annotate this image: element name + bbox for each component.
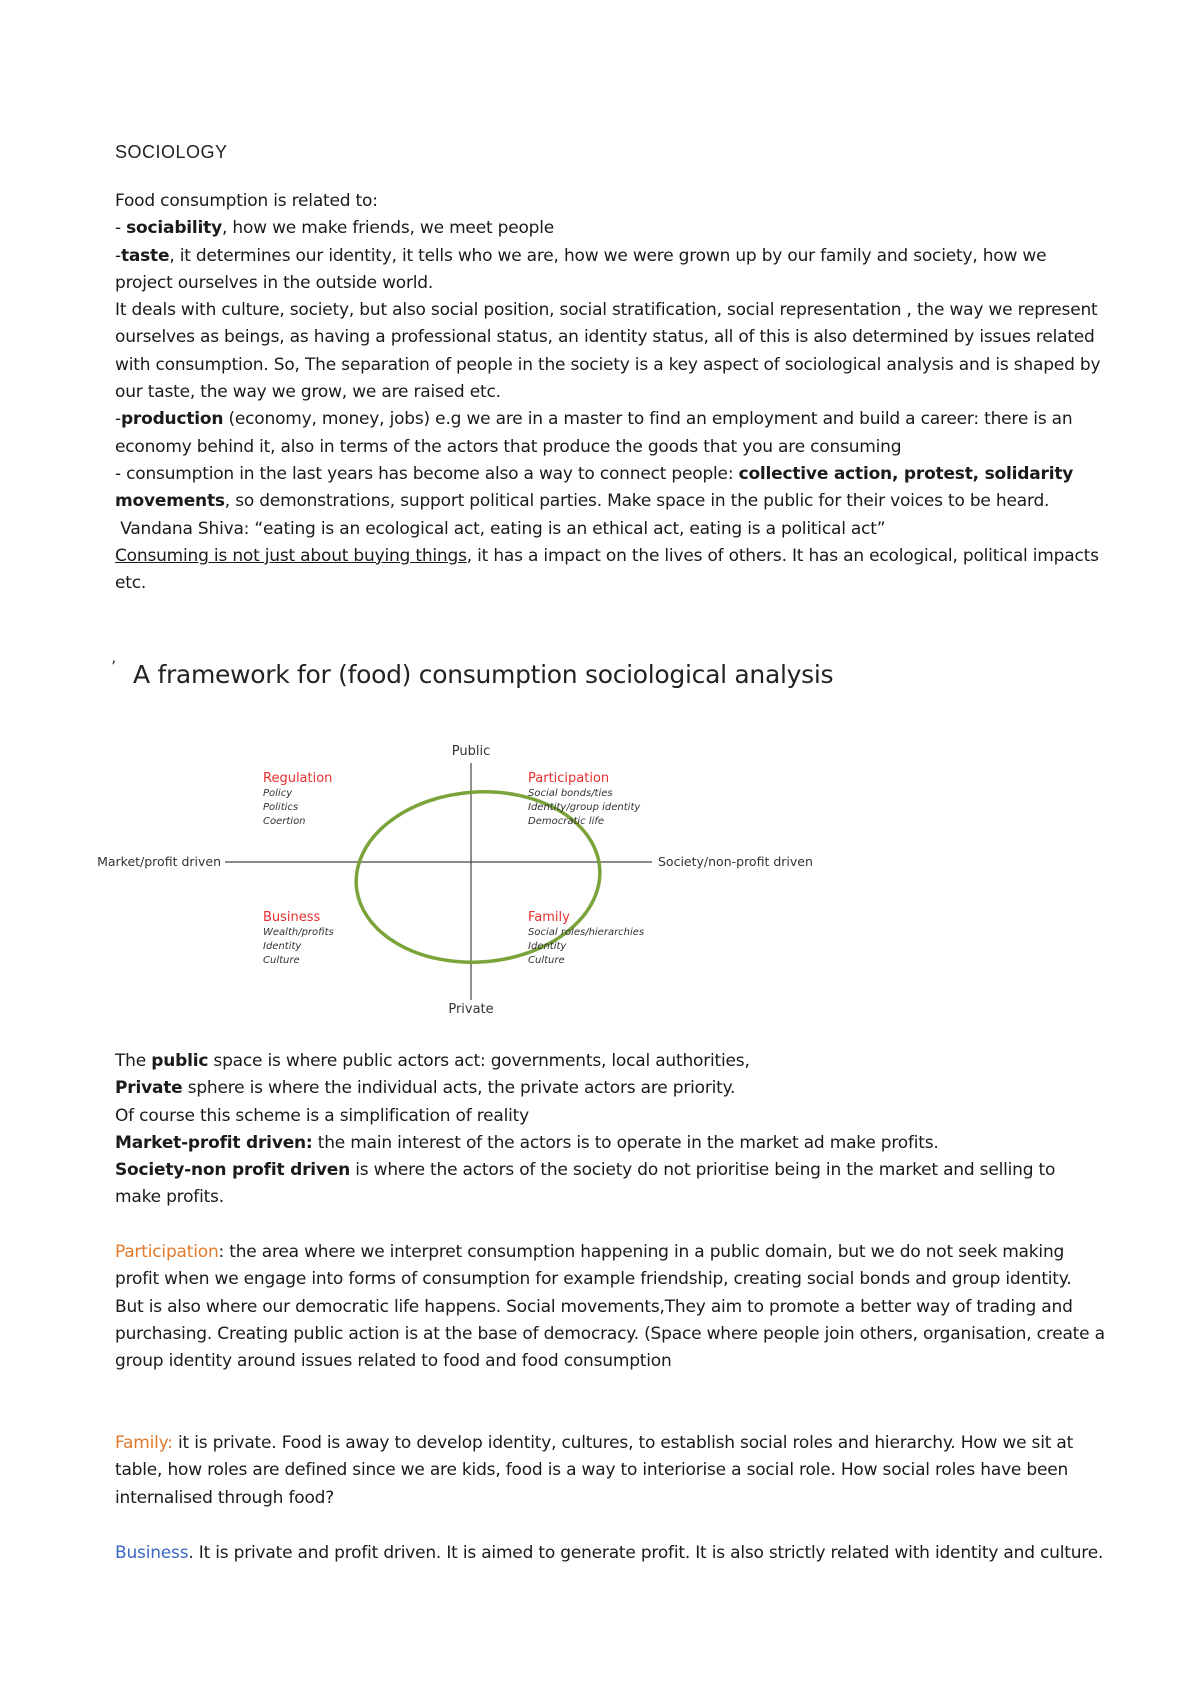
quadrant-family-item: Culture xyxy=(528,955,565,966)
explain-public xyxy=(115,1048,1105,1075)
quadrant-business-item: Culture xyxy=(263,955,300,966)
axis-label-private: Private xyxy=(448,1002,494,1017)
participation-text: : the area where we interpret consumption happening in a public domain, but we do not seek making profit when we engage into forms of consumption for example friendship, creating social bonds and group identity. But is also where our democratic life happens. Social movements,They aim to promote a better way of trading and purchasing. Creating public action is at the base of democracy. (Space where people join others, organisation, create a group identity around issues related to food and food consumption xyxy=(115,1242,1105,1372)
quadrant-business-item: Wealth/profits xyxy=(263,927,334,938)
sociability-text: , how we make friends, we meet people xyxy=(221,218,555,239)
quadrant-business-title: Business xyxy=(263,910,321,925)
quadrant-regulation-item: Politics xyxy=(263,802,299,813)
participation-label: Participation xyxy=(115,1242,219,1262)
quadrant-family-title: Family xyxy=(528,910,570,925)
explain-society xyxy=(115,1157,1105,1212)
explanations-section xyxy=(115,1048,1105,1212)
family-label: Family: xyxy=(115,1433,173,1453)
axis-label-market: Market/profit driven xyxy=(97,854,221,869)
public-pre: The xyxy=(115,1051,152,1071)
intro-quote: Vandana Shiva: “eating is an ecological act, eating is an ethical act, eating is a political act” xyxy=(115,518,886,539)
quadrant-participation-title: Participation xyxy=(528,771,610,786)
term-private: Private xyxy=(115,1078,183,1099)
business-label: Business xyxy=(115,1543,189,1563)
private-text: sphere is where the individual acts, the private actors are priority. xyxy=(182,1078,736,1099)
consuming-underlined: Consuming is not just about buying things xyxy=(115,545,467,566)
term-sociability: sociability xyxy=(126,218,222,239)
society-text: is where the actors of the society do not prioritise being in the market and selling to make profits. xyxy=(115,1160,1056,1208)
intro-sociability xyxy=(115,215,1105,242)
family-text: it is private. Food is away to develop identity, cultures, to establish social roles and hierarchy. How we sit at table, how roles are defined since we are kids, food is a way to interiorise a social role. How social roles have been internalised through food? xyxy=(115,1433,1074,1508)
quadrant-business-item: Identity xyxy=(263,941,302,952)
explain-simplification: Of course this scheme is a simplification of reality xyxy=(115,1105,529,1126)
intro-lead: Food consumption is related to: xyxy=(115,191,378,211)
tick-mark: ’ xyxy=(111,657,117,676)
intro-consuming xyxy=(115,543,1105,598)
dash: - xyxy=(115,245,121,266)
quadrant-regulation-item: Policy xyxy=(263,788,293,799)
term-production: production xyxy=(120,409,224,430)
quadrant-regulation-item: Coertion xyxy=(263,816,306,827)
axis-label-public: Public xyxy=(451,744,491,759)
quadrant-family-item: Identity xyxy=(528,941,567,952)
note-family xyxy=(115,1430,1105,1512)
public-text: space is where public actors act: governments, local authorities, xyxy=(208,1051,750,1071)
production-text: (economy, money, jobs) e.g we are in a master to find an employment and build a career: there is an economy behind it, also in terms of the actors that produce the goods that you are consuming xyxy=(115,409,1073,457)
collective-text: , so demonstrations, support political parties. Make space in the public for their voices to be heard. xyxy=(224,491,1050,512)
quadrant-participation-item: Democratic life xyxy=(528,816,605,827)
quadrant-participation-item: Identity/group identity xyxy=(528,802,641,813)
market-text: the main interest of the actors is to operate in the market ad make profits. xyxy=(312,1132,939,1153)
quadrant-family-item: Social roles/hierarchies xyxy=(528,927,645,938)
taste-text: , it determines our identity, it tells who we are, how we were grown up by our family and society, how we project ourselves in the outside world. xyxy=(115,245,1047,293)
collective-pre: - consumption in the last years has become also a way to connect people: xyxy=(115,463,739,484)
term-public: public xyxy=(151,1051,209,1071)
quadrant-participation-item: Social bonds/ties xyxy=(528,788,613,799)
intro-collective xyxy=(115,461,1105,516)
explain-market xyxy=(115,1130,1105,1157)
explain-private xyxy=(115,1075,1105,1102)
consuming-text: , it has a impact on the lives of others. It has an ecological, political impacts etc. xyxy=(115,545,1099,594)
framework-diagram xyxy=(97,730,870,1020)
quadrant-regulation-title: Regulation xyxy=(263,771,333,786)
intro-section xyxy=(115,188,1105,597)
doc-title: SOCIOLOGY xyxy=(115,142,228,162)
dash: - xyxy=(115,409,121,430)
term-taste: taste xyxy=(120,245,170,266)
term-market-profit: Market-profit driven: xyxy=(115,1132,313,1153)
intro-culture: It deals with culture, society, but also social position, social stratification, social representation , the way we represent ourselves as beings, as having a professional status, an identity status, all of this is also determined by issues related with consumption. So, The separation of people in the society is a key aspect of sociological analysis and is shaped by our taste, the way we grow, we are raised etc. xyxy=(115,300,1101,403)
note-business xyxy=(115,1540,1105,1567)
dash: - xyxy=(115,218,127,239)
note-participation xyxy=(115,1239,1105,1375)
term-collective-action: collective action, protest, solidarity movements xyxy=(115,463,1074,512)
intro-production xyxy=(115,406,1105,461)
intro-taste xyxy=(115,243,1105,298)
business-text: . It is private and profit driven. It is aimed to generate profit. It is also strictly related with identity and culture. xyxy=(188,1543,1104,1563)
term-society-non-profit: Society-non profit driven xyxy=(115,1160,351,1181)
axis-label-society: Society/non-profit driven xyxy=(658,854,813,869)
framework-heading: A framework for (food) consumption sociological analysis xyxy=(133,660,834,689)
